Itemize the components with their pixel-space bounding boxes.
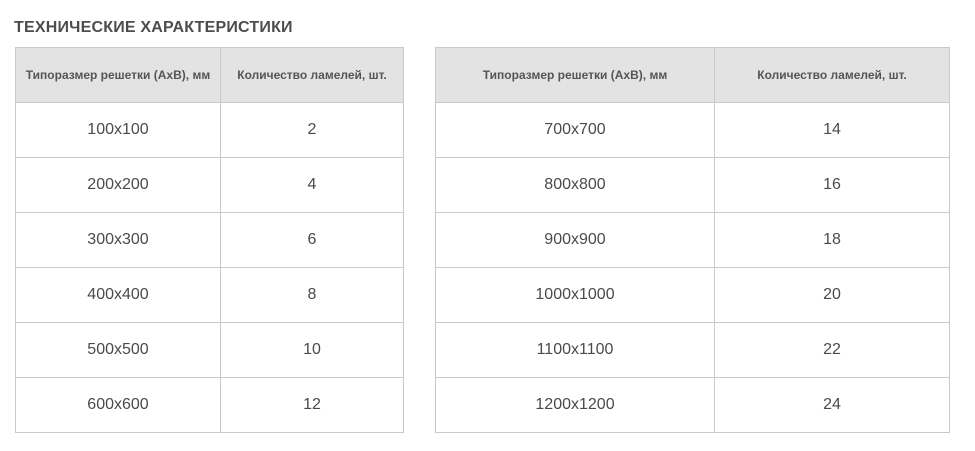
- table-row: [16, 213, 404, 268]
- size-cell: 400х400: [16, 268, 221, 323]
- size-cell: 700х700: [436, 103, 715, 158]
- table-row: [436, 103, 950, 158]
- column-header-size: Типоразмер решетки (АхВ), мм: [436, 48, 715, 103]
- spec-table-right: [435, 47, 950, 433]
- table-row: [436, 323, 950, 378]
- table-row: [16, 268, 404, 323]
- size-cell: 1200х1200: [436, 378, 715, 433]
- column-header-count: Количество ламелей, шт.: [715, 48, 950, 103]
- size-cell: 300х300: [16, 213, 221, 268]
- count-cell: 6: [221, 213, 404, 268]
- size-cell: 1000х1000: [436, 268, 715, 323]
- size-cell: 200х200: [16, 158, 221, 213]
- table-row: [436, 213, 950, 268]
- count-cell: 12: [221, 378, 404, 433]
- column-header-count: Количество ламелей, шт.: [221, 48, 404, 103]
- size-cell: 500х500: [16, 323, 221, 378]
- count-cell: 24: [715, 378, 950, 433]
- count-cell: 16: [715, 158, 950, 213]
- count-cell: 14: [715, 103, 950, 158]
- table-row: [16, 158, 404, 213]
- table-header-row: [436, 48, 950, 103]
- table-row: [436, 268, 950, 323]
- spec-table-left: [15, 47, 404, 433]
- count-cell: 22: [715, 323, 950, 378]
- size-cell: 900х900: [436, 213, 715, 268]
- count-cell: 8: [221, 268, 404, 323]
- table-row: [16, 378, 404, 433]
- size-cell: 800х800: [436, 158, 715, 213]
- column-header-size: Типоразмер решетки (АхВ), мм: [16, 48, 221, 103]
- count-cell: 18: [715, 213, 950, 268]
- table-header-row: [16, 48, 404, 103]
- table-row: [436, 378, 950, 433]
- count-cell: 2: [221, 103, 404, 158]
- table-row: [16, 323, 404, 378]
- size-cell: 1100х1100: [436, 323, 715, 378]
- table-row: [16, 103, 404, 158]
- count-cell: 10: [221, 323, 404, 378]
- size-cell: 100х100: [16, 103, 221, 158]
- size-cell: 600х600: [16, 378, 221, 433]
- count-cell: 4: [221, 158, 404, 213]
- table-row: [436, 158, 950, 213]
- page-title: ТЕХНИЧЕСКИЕ ХАРАКТЕРИСТИКИ: [14, 19, 293, 36]
- count-cell: 20: [715, 268, 950, 323]
